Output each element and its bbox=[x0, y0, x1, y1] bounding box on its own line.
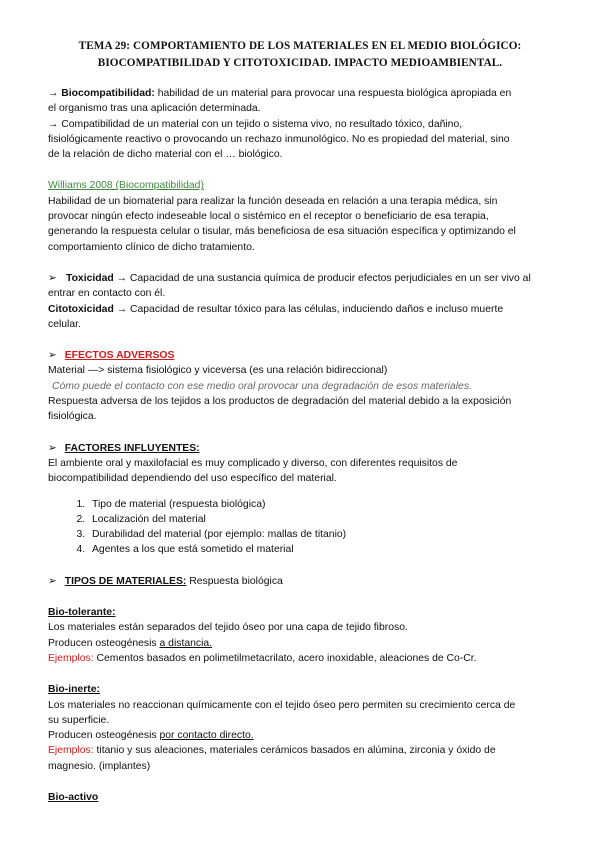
bio-inerte-block bbox=[48, 682, 552, 774]
bio-inerte-line-2 bbox=[48, 728, 552, 743]
spacer bbox=[48, 558, 552, 574]
bullet-arrow-icon: ➢ bbox=[48, 272, 57, 284]
efectos-line-3: Respuesta adversa de los tejidos a los productos de degradación del material debido a la exposición bbox=[48, 396, 512, 408]
spacer bbox=[48, 487, 552, 497]
biocomp-line-2: → Compatibilidad de un material con un tejido o sistema vivo, no resultado tóxico, dañino, bbox=[48, 118, 463, 130]
factores-line-2: biocompatibilidad dependiendo del uso específico del material. bbox=[48, 473, 337, 485]
toxicidad-term: Toxicidad bbox=[66, 272, 114, 284]
bio-activo-block bbox=[48, 790, 552, 805]
toxicidad-line-1 bbox=[48, 271, 552, 286]
factores-section bbox=[48, 441, 552, 558]
bio-inerte-examples bbox=[48, 743, 552, 758]
list-item: 2. Localización del material bbox=[88, 512, 552, 527]
bio-tolerante-examples bbox=[48, 651, 552, 666]
title-line-2: BIOCOMPATIBILIDAD Y CITOTOXICIDAD. IMPACTO MEDIOAMBIENTAL. bbox=[97, 57, 503, 69]
biocomp-line-4: de la relación de dicho material con el … biológico. bbox=[48, 149, 283, 161]
factores-list bbox=[48, 497, 552, 558]
bullet-arrow-icon: ➢ bbox=[48, 350, 57, 362]
toxicidad-section bbox=[48, 271, 552, 332]
biocomp-line-1b: el organismo tras una aplicación determinada. bbox=[48, 103, 261, 115]
efectos-line-4: fisiológica. bbox=[48, 411, 97, 423]
list-item: 4. Agentes a los que está sometido el material bbox=[88, 542, 552, 557]
spacer bbox=[48, 162, 552, 178]
williams-line-1: Habilidad de un biomaterial para realizar la función deseada en relación a una terapia médica, sin bbox=[48, 195, 498, 207]
williams-line-4: comportamiento clínico de dicho tratamiento. bbox=[48, 241, 255, 253]
list-item: 1. Tipo de material (respuesta biológica) bbox=[88, 497, 552, 512]
spacer bbox=[48, 666, 552, 682]
osteogenesis-mode: a distancia. bbox=[159, 637, 213, 649]
bullet-arrow-icon: ➢ bbox=[48, 575, 57, 587]
williams-line-3: generando la respuesta celular o tisular, más beneficiosa de esa situación específica y optimizando el bbox=[48, 226, 516, 238]
efectos-section bbox=[48, 348, 552, 424]
biocomp-term: Biocompatibilidad: bbox=[61, 88, 155, 99]
efectos-line-2: Cómo puede el contacto con ese medio oral provocar una degradación de esos materiales. bbox=[52, 380, 472, 392]
bio-tolerante-heading: Bio-tolerante: bbox=[48, 607, 116, 619]
document-title bbox=[48, 38, 552, 72]
examples-text: Cementos basados en polimetilmetacrilato, acero inoxidable, aleaciones de Co-Cr. bbox=[93, 652, 477, 664]
examples-label: Ejemplos: bbox=[48, 652, 94, 664]
spacer bbox=[48, 255, 552, 271]
factores-heading-line bbox=[48, 441, 552, 456]
williams-line-2: provocar ningún efecto indeseable local o sistémico en el receptor o beneficiario de esa terapia, bbox=[48, 211, 489, 223]
biocompatibilidad-section bbox=[48, 86, 552, 162]
examples-text: titanio y sus aleaciones, materiales cerámicos basados en alúmina, zirconia y óxido de bbox=[93, 745, 496, 757]
toxicidad-line-2: entrar en contacto con él. bbox=[48, 288, 166, 300]
bullet-arrow-icon: ➢ bbox=[48, 442, 57, 454]
title-line-1: TEMA 29: COMPORTAMIENTO DE LOS MATERIALES EN EL MEDIO BIOLÓGICO: bbox=[78, 40, 522, 52]
tipos-section bbox=[48, 574, 552, 806]
bio-inerte-line-1: Los materiales no reaccionan químicamente con el tejido óseo pero permiten su crecimiento cerca de bbox=[48, 699, 516, 711]
citotoxicidad-line-2: celular. bbox=[48, 318, 81, 330]
efectos-heading: EFECTOS ADVERSOS bbox=[64, 350, 175, 362]
osteogenesis-text: Producen osteogénesis bbox=[48, 730, 160, 742]
bio-activo-heading: Bio-activo bbox=[48, 791, 99, 803]
spacer bbox=[48, 425, 552, 441]
biocomp-line-3: fisiológicamente reactivo o provocando un rechazo inmunológico. No es propiedad del material, sino bbox=[48, 133, 510, 145]
factores-heading: FACTORES INFLUYENTES: bbox=[64, 442, 200, 454]
bio-inerte-line-1b: su superficie. bbox=[48, 714, 110, 726]
tipos-heading-line bbox=[48, 574, 552, 589]
tipos-heading-suffix: Respuesta biológica bbox=[186, 575, 283, 587]
bio-tolerante-line-1: Los materiales están separados del tejido óseo por una capa de tejido fibroso. bbox=[48, 622, 408, 634]
osteogenesis-text: Producen osteogénesis bbox=[48, 637, 160, 649]
bio-inerte-heading: Bio-inerte: bbox=[48, 684, 100, 696]
toxicidad-def-a: → Capacidad de una sustancia química de producir efectos perjudiciales en un ser vivo al bbox=[113, 272, 531, 284]
osteogenesis-mode: por contacto directo. bbox=[159, 730, 254, 742]
examples-label: Ejemplos: bbox=[48, 745, 94, 757]
williams-section bbox=[48, 178, 552, 254]
spacer bbox=[48, 332, 552, 348]
efectos-heading-line bbox=[48, 348, 552, 363]
arrow-glyph: → bbox=[48, 88, 59, 99]
list-item: 3. Durabilidad del material (por ejemplo: mallas de titanio) bbox=[88, 527, 552, 542]
efectos-line-1: Material —> sistema fisiológico y viceversa (es una relación bidireccional) bbox=[48, 365, 388, 377]
citotoxicidad-term: Citotoxicidad bbox=[48, 303, 114, 315]
spacer bbox=[48, 589, 552, 605]
williams-heading: Williams 2008 (Biocompatibilidad) bbox=[48, 180, 204, 192]
biocomp-line-1 bbox=[48, 86, 552, 101]
tipos-heading: TIPOS DE MATERIALES: bbox=[64, 575, 187, 587]
bio-tolerante-line-2 bbox=[48, 636, 552, 651]
citotoxicidad-def-a: → Capacidad de resultar tóxico para las células, induciendo daños e incluso muerte bbox=[113, 303, 504, 315]
bio-tolerante-block bbox=[48, 605, 552, 666]
spacer bbox=[48, 774, 552, 790]
citotoxicidad-line-1 bbox=[48, 302, 552, 317]
factores-line-1: El ambiente oral y maxilofacial es muy complicado y diverso, con diferentes requisitos de bbox=[48, 457, 458, 469]
biocomp-def-a: habilidad de un material para provocar una respuesta biológica apropiada en bbox=[154, 88, 512, 99]
bio-inerte-examples-2: magnesio. (implantes) bbox=[48, 760, 151, 772]
